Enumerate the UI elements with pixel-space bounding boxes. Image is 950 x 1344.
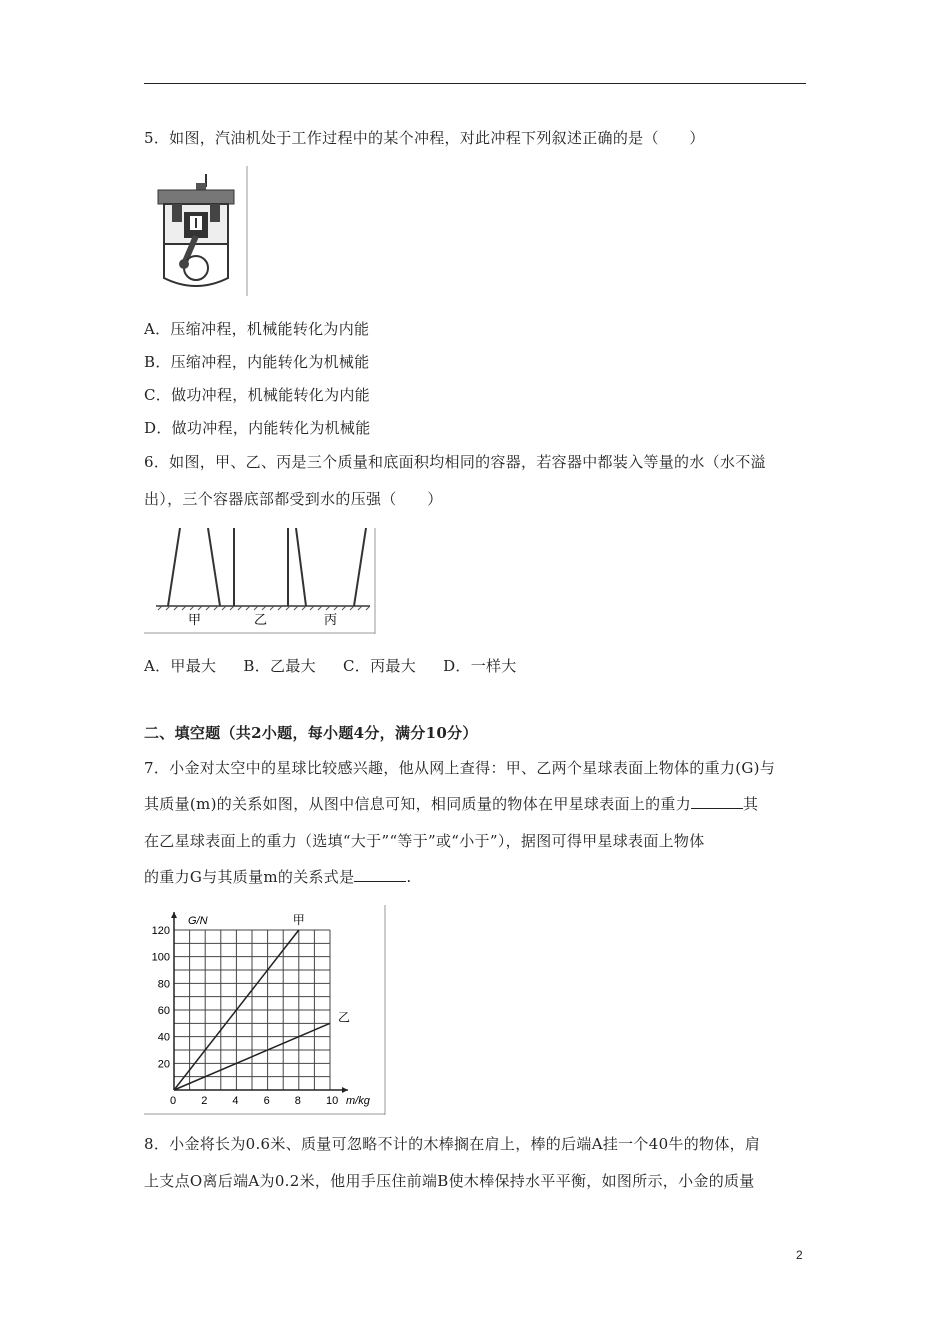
chart-x-tick-label: 2 <box>201 1095 208 1107</box>
chart-y-tick-label: 60 <box>157 1005 170 1017</box>
q7-line1: 7．小金对太空中的星球比较感兴趣，他从网上查得：甲、乙两个星球表面上物体的重力(G)与 <box>144 759 776 777</box>
q6-stem-line2: 出），三个容器底部都受到水的压强（ ） <box>144 490 443 508</box>
chart-series-label-0: 甲 <box>292 913 305 927</box>
q5-option-a: A．压缩冲程，机械能转化为内能 <box>144 320 370 338</box>
section2-heading: 二、填空题（共2小题，每小题4分，满分10分） <box>144 724 478 742</box>
q7-blank-1 <box>691 796 743 809</box>
q6-stem-line1: 6．如图，甲、乙、丙是三个质量和底面积均相同的容器，若容器中都装入等量的水（水不溢 <box>144 453 766 471</box>
chart-series-label-1: 乙 <box>338 1010 351 1025</box>
q7-line4-text: 的重力G与其质量m的关系式是 <box>144 868 355 886</box>
container-label-bing: 丙 <box>324 613 338 628</box>
chart-y-tick-label: 120 <box>151 925 170 937</box>
q7-line3: 在乙星球表面上的重力（选填“大于”“等于”或“小于”），据图可得甲星球表面上物体 <box>144 832 705 850</box>
containers-diagram <box>144 528 376 634</box>
q7-line2 <box>144 793 758 814</box>
q8-line1: 8．小金将长为0.6米、质量可忽略不计的木棒搁在肩上，棒的后端A挂一个40牛的物体，肩 <box>144 1135 761 1153</box>
q5-option-c: C．做功冲程，机械能转化为内能 <box>144 386 370 404</box>
chart-y-tick-label: 80 <box>157 978 170 991</box>
containers-svg <box>144 528 376 634</box>
q6-option-b: B．乙最大 <box>243 657 316 675</box>
q5-option-d: D．做功冲程，内能转化为机械能 <box>144 419 371 437</box>
q6-option-a: A．甲最大 <box>144 657 217 675</box>
q5-stem: 5．如图，汽油机处于工作过程中的某个冲程，对此冲程下列叙述正确的是（ ） <box>144 129 705 147</box>
q6-options <box>144 655 539 676</box>
gravity-chart <box>144 905 386 1115</box>
page-number: 2 <box>796 1248 803 1262</box>
q5-option-b: B．压缩冲程，内能转化为机械能 <box>144 353 370 371</box>
chart-y-arrow <box>171 912 177 918</box>
header-rule <box>144 83 806 84</box>
q8-line2: 上支点O离后端A为0.2米，他用手压住前端B使木棒保持水平平衡，如图所示，小金的质量 <box>144 1172 755 1190</box>
container-label-yi: 乙 <box>254 613 268 628</box>
chart-x-tick-label: 0 <box>170 1095 177 1107</box>
q7-line2-tail: 其 <box>743 795 759 813</box>
chart-y-tick-label: 100 <box>151 951 170 964</box>
engine-diagram <box>144 166 248 296</box>
q6-option-d: D．一样大 <box>443 657 517 675</box>
q6-option-c: C．丙最大 <box>343 657 417 675</box>
container-label-jia: 甲 <box>188 613 202 628</box>
chart-y-axis-label: G/N <box>188 915 208 927</box>
chart-x-arrow <box>342 1087 348 1093</box>
q7-line4-tail: . <box>406 868 412 886</box>
chart-y-tick-label: 40 <box>157 1031 170 1044</box>
chart-x-tick-label: 4 <box>232 1095 239 1107</box>
chart-y-tick-label: 20 <box>157 1058 170 1071</box>
q7-line4 <box>144 866 412 887</box>
chart-x-axis-label: m/kg <box>346 1095 370 1107</box>
chart-x-tick-label: 6 <box>263 1095 270 1107</box>
engine-svg <box>144 166 248 296</box>
q7-line2-text: 其质量(m)的关系如图，从图中信息可知，相同质量的物体在甲星球表面上的重力 <box>144 795 692 813</box>
chart-x-tick-label: 8 <box>294 1095 301 1107</box>
chart-x-tick-label: 10 <box>326 1095 339 1107</box>
gravity-chart-svg <box>144 905 386 1115</box>
q7-blank-2 <box>354 869 406 882</box>
